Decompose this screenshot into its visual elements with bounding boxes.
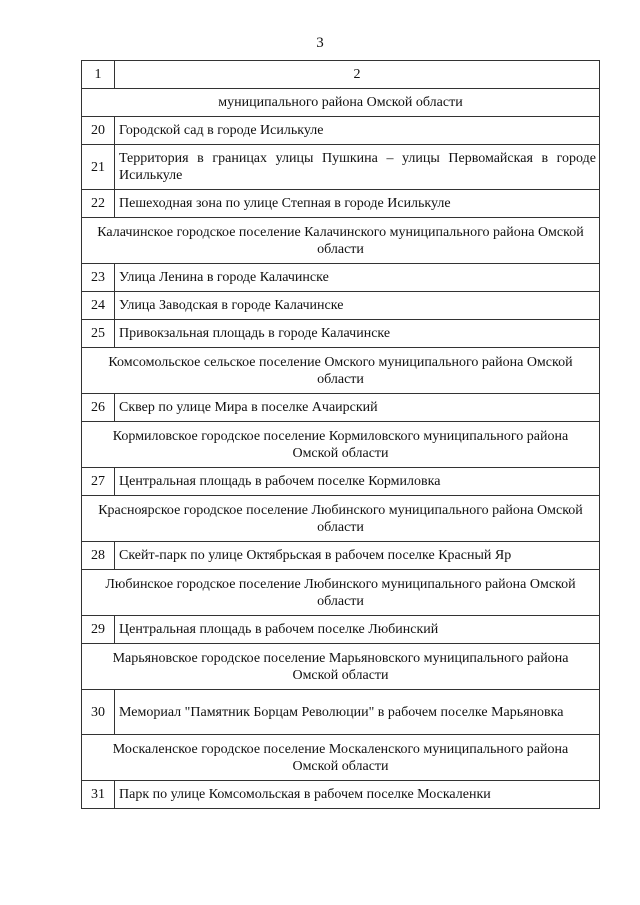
section-title: Кормиловское городское поселение Кормиловского муниципального района Омской области — [82, 422, 600, 468]
objects-table — [81, 60, 600, 809]
row-number: 25 — [82, 320, 115, 348]
section-row — [82, 644, 600, 690]
row-text: Сквер по улице Мира в поселке Ачаирский — [115, 394, 600, 422]
table-row — [82, 616, 600, 644]
table-row — [82, 117, 600, 145]
section-row — [82, 496, 600, 542]
row-number: 30 — [82, 690, 115, 735]
section-title: Калачинское городское поселение Калачинского муниципального района Омской области — [82, 218, 600, 264]
table-row — [82, 320, 600, 348]
row-number: 20 — [82, 117, 115, 145]
row-text: Пешеходная зона по улице Степная в городе Исилькуле — [115, 190, 600, 218]
row-text: Улица Заводская в городе Калачинске — [115, 292, 600, 320]
row-number: 26 — [82, 394, 115, 422]
row-text: Привокзальная площадь в городе Калачинске — [115, 320, 600, 348]
row-number: 27 — [82, 468, 115, 496]
row-number: 23 — [82, 264, 115, 292]
row-number: 22 — [82, 190, 115, 218]
section-title: Марьяновское городское поселение Марьяновского муниципального района Омской области — [82, 644, 600, 690]
table-row — [82, 690, 600, 735]
section-row — [82, 218, 600, 264]
section-row — [82, 422, 600, 468]
section-title: Красноярское городское поселение Любинского муниципального района Омской области — [82, 496, 600, 542]
table-row — [82, 468, 600, 496]
column-header-name: 2 — [115, 61, 600, 89]
row-text: Центральная площадь в рабочем поселке Кормиловка — [115, 468, 600, 496]
page-number: 3 — [316, 35, 324, 51]
section-title: Комсомольское сельское поселение Омского муниципального района Омской области — [82, 348, 600, 394]
row-text: Скейт-парк по улице Октябрьская в рабочем поселке Красный Яр — [115, 542, 600, 570]
section-row — [82, 89, 600, 117]
row-text: Мемориал "Памятник Борцам Революции" в рабочем поселке Марьяновка — [115, 690, 600, 735]
section-title: муниципального района Омской области — [82, 89, 600, 117]
row-text: Территория в границах улицы Пушкина – улицы Первомайская в городе Исилькуле — [115, 145, 600, 190]
table-row — [82, 264, 600, 292]
table-row — [82, 542, 600, 570]
section-title: Москаленское городское поселение Москаленского муниципального района Омской области — [82, 735, 600, 781]
column-header-number: 1 — [82, 61, 115, 89]
row-number: 31 — [82, 781, 115, 809]
table-row — [82, 190, 600, 218]
row-number: 28 — [82, 542, 115, 570]
section-row — [82, 348, 600, 394]
section-row — [82, 570, 600, 616]
row-text: Улица Ленина в городе Калачинске — [115, 264, 600, 292]
table-row — [82, 292, 600, 320]
section-row — [82, 735, 600, 781]
section-title: Любинское городское поселение Любинского муниципального района Омской области — [82, 570, 600, 616]
row-number: 29 — [82, 616, 115, 644]
row-text: Городской сад в городе Исилькуле — [115, 117, 600, 145]
row-text: Парк по улице Комсомольская в рабочем поселке Москаленки — [115, 781, 600, 809]
table-header-row — [82, 61, 600, 89]
row-number: 21 — [82, 145, 115, 190]
row-number: 24 — [82, 292, 115, 320]
table-row — [82, 145, 600, 190]
row-text: Центральная площадь в рабочем поселке Любинский — [115, 616, 600, 644]
table-row — [82, 394, 600, 422]
table-row — [82, 781, 600, 809]
